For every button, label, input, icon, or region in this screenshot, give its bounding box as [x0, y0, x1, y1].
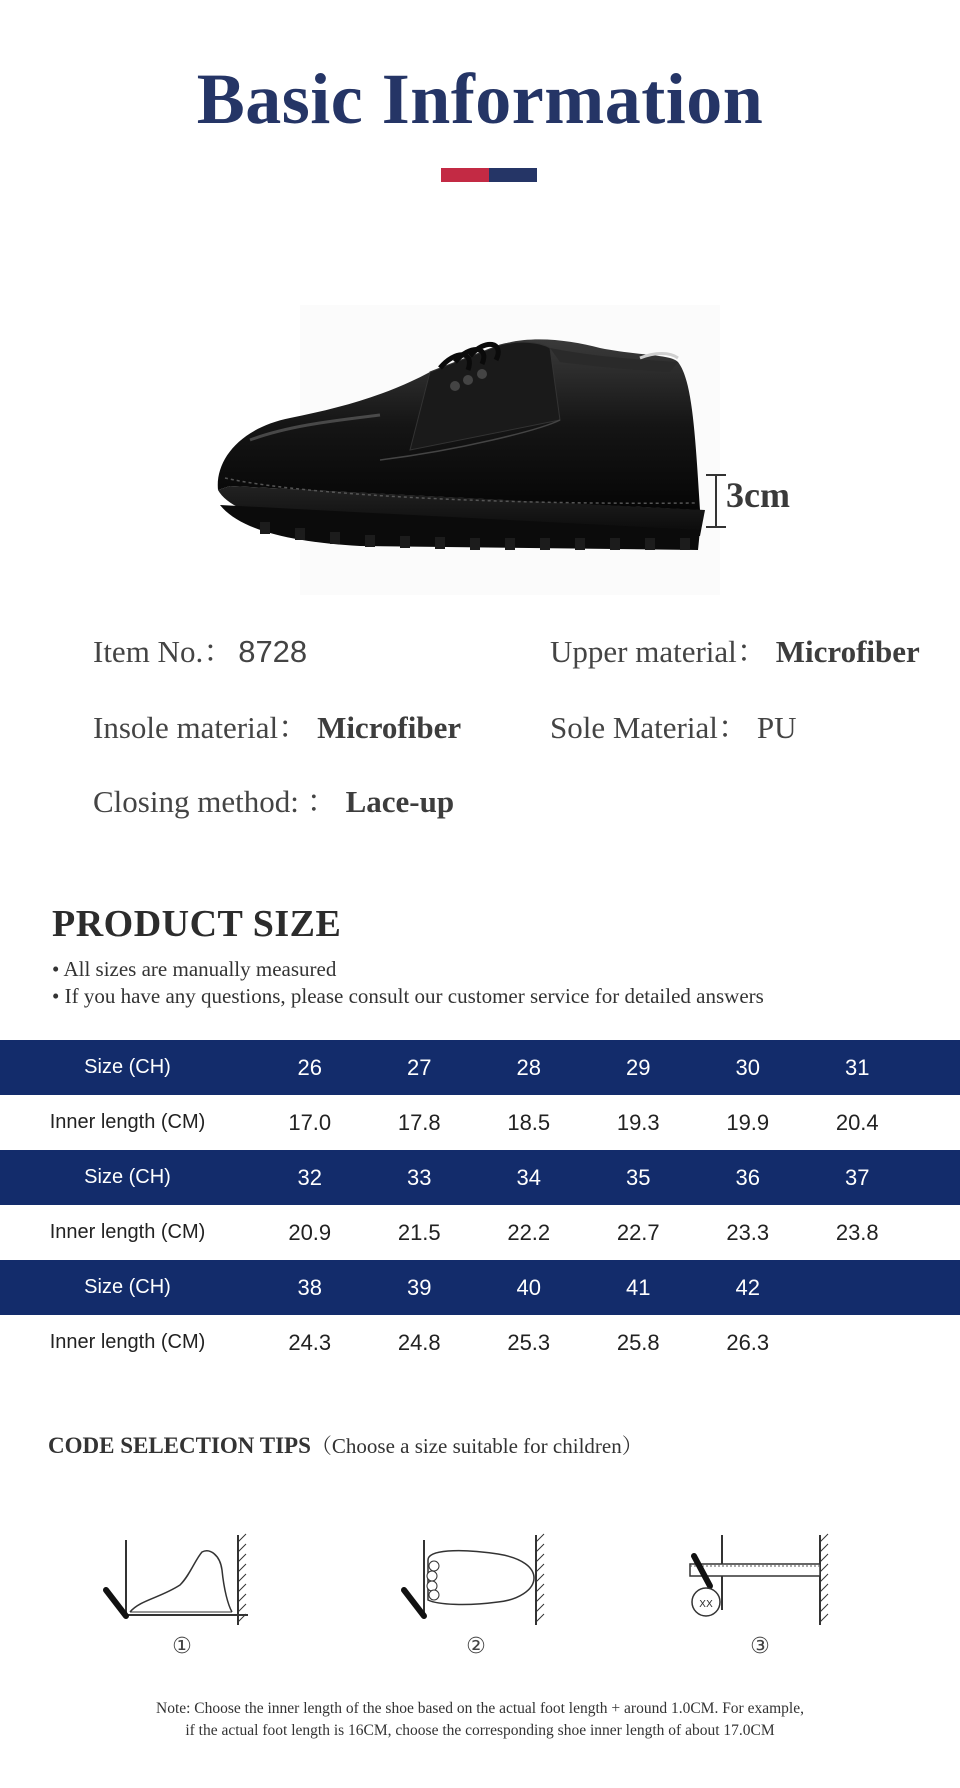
- size-row: [0, 1040, 960, 1095]
- item-no-value: 8728: [238, 634, 308, 669]
- note-item: • If you have any questions, please consult our customer service for detailed answers: [52, 983, 764, 1010]
- size-cell: 29: [626, 1054, 651, 1080]
- size-cell: 30: [735, 1054, 760, 1080]
- length-row: [0, 1205, 960, 1260]
- length-cell: 19.3: [616, 1109, 660, 1135]
- size-cell: 37: [845, 1164, 870, 1190]
- closing-method-label: Closing method: ：: [93, 784, 338, 819]
- size-cell: 35: [626, 1164, 651, 1190]
- size-header: Size (CH): [84, 1276, 171, 1298]
- length-header: Inner length (CM): [49, 1221, 206, 1243]
- length-cell: 23.3: [726, 1219, 770, 1245]
- length-header: Inner length (CM): [49, 1331, 206, 1353]
- svg-text:XX: XX: [699, 1599, 713, 1610]
- length-row: [0, 1095, 960, 1150]
- accent-red: [441, 168, 489, 182]
- tips-title: CODE SELECTION TIPS: [48, 1433, 311, 1458]
- size-cell: 33: [407, 1164, 432, 1190]
- step-number: ②: [466, 1634, 486, 1659]
- size-cell: 27: [407, 1054, 432, 1080]
- title-accent-bar: [441, 168, 537, 182]
- size-cell: 28: [516, 1054, 541, 1080]
- length-cell: 20.9: [288, 1219, 332, 1245]
- length-cell: 22.2: [507, 1219, 551, 1245]
- size-row: [0, 1150, 960, 1205]
- length-cell: 24.3: [288, 1329, 332, 1355]
- size-cell: 26: [297, 1054, 322, 1080]
- product-image: [200, 300, 760, 600]
- length-row: [0, 1315, 960, 1370]
- step-number: ①: [172, 1634, 192, 1659]
- upper-material-row: [550, 626, 920, 671]
- size-row: [0, 1260, 960, 1315]
- item-no-row: [93, 626, 307, 671]
- length-cell: 24.8: [397, 1329, 441, 1355]
- length-cell: 17.0: [288, 1109, 332, 1135]
- product-size-title: PRODUCT SIZE: [52, 903, 342, 945]
- size-header: Size (CH): [84, 1056, 171, 1078]
- length-cell: 23.8: [835, 1219, 879, 1245]
- sole-material-label: Sole Material：: [550, 710, 749, 745]
- size-cell: 41: [626, 1274, 651, 1300]
- closing-method-row: [93, 776, 454, 821]
- size-cell: 40: [516, 1274, 541, 1300]
- upper-material-value: Microfiber: [775, 634, 920, 669]
- size-cell: 32: [297, 1164, 322, 1190]
- size-note: [0, 1698, 960, 1742]
- insole-material-value: Microfiber: [317, 710, 462, 745]
- code-selection-tips: [48, 1430, 643, 1460]
- tips-subtitle: （Choose a size suitable for children）: [310, 1434, 643, 1458]
- accent-blue: [489, 168, 537, 182]
- sole-height-label: 3cm: [726, 475, 790, 515]
- length-cell: 18.5: [507, 1109, 551, 1135]
- length-cell: 22.7: [616, 1219, 660, 1245]
- note-item: • All sizes are manually measured: [52, 956, 764, 983]
- size-table: [0, 1040, 960, 1370]
- item-no-label: Item No.：: [93, 634, 235, 669]
- length-cell: 20.4: [835, 1109, 879, 1135]
- size-cell: 39: [407, 1274, 432, 1300]
- length-cell: 25.8: [616, 1329, 660, 1355]
- size-cell: 34: [516, 1164, 541, 1190]
- size-header: Size (CH): [84, 1166, 171, 1188]
- insole-material-row: [93, 702, 461, 747]
- length-cell: 25.3: [507, 1329, 551, 1355]
- length-cell: 17.8: [397, 1109, 441, 1135]
- length-cell: 26.3: [726, 1329, 770, 1355]
- length-cell: 19.9: [726, 1109, 770, 1135]
- length-header: Inner length (CM): [49, 1111, 206, 1133]
- size-cell: 42: [735, 1274, 760, 1300]
- product-size-notes: [52, 956, 764, 1010]
- black-lace-up-shoe-icon: [200, 300, 760, 600]
- size-cell: 38: [297, 1274, 322, 1300]
- size-cell: 31: [845, 1054, 870, 1080]
- sole-material-row: [550, 702, 797, 747]
- step-number: ③: [750, 1634, 770, 1659]
- upper-material-label: Upper material：: [550, 634, 768, 669]
- size-cell: 36: [735, 1164, 760, 1190]
- note-line: Note: Choose the inner length of the shoe based on the actual foot length + around 1.0CM. For example,: [156, 1700, 804, 1717]
- length-cell: 21.5: [397, 1219, 441, 1245]
- note-line: if the actual foot length is 16CM, choose the corresponding shoe inner length of about 17.0CM: [185, 1722, 775, 1739]
- insole-material-label: Insole material：: [93, 710, 310, 745]
- sole-material-value: PU: [756, 710, 797, 745]
- closing-method-value: Lace-up: [345, 784, 455, 819]
- page-title: Basic Information: [196, 59, 764, 139]
